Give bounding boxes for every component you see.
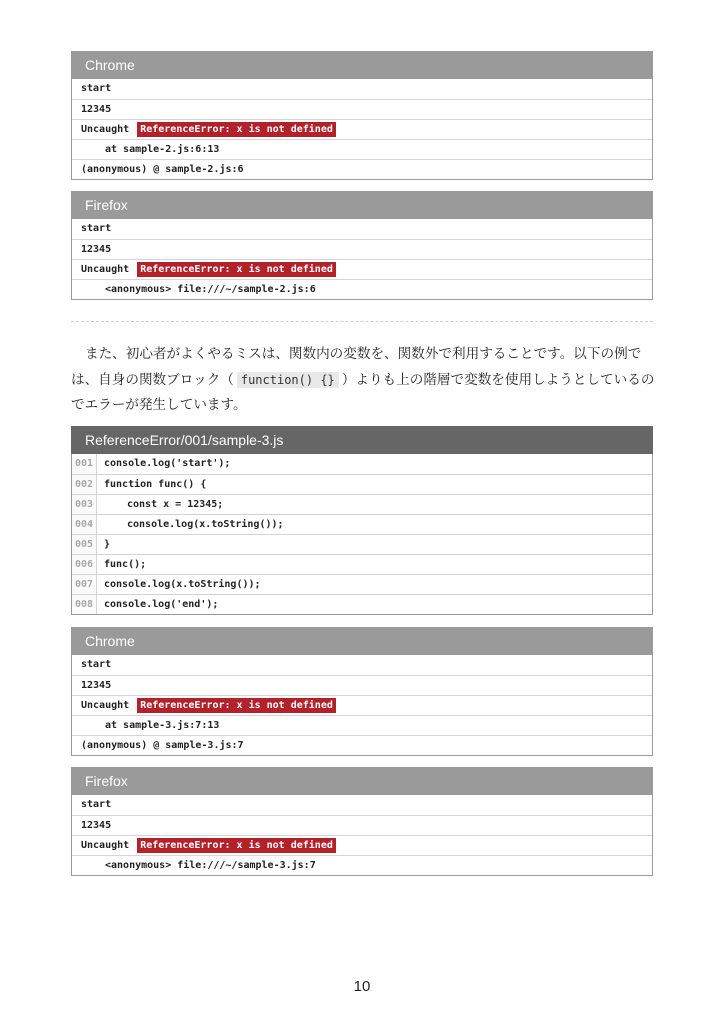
console-line: (anonymous) @ sample-2.js:6 — [72, 159, 652, 179]
body-paragraph — [71, 342, 656, 419]
line-number: 004 — [72, 515, 97, 534]
error-badge: ReferenceError: x is not defined — [137, 838, 336, 853]
line-number: 007 — [72, 575, 97, 594]
console-line: 12345 — [72, 239, 652, 259]
inline-code: function() {} — [237, 372, 339, 388]
chrome-console-output-1 — [71, 51, 653, 180]
console-error-line — [72, 695, 652, 715]
code-line — [72, 574, 652, 594]
code-line — [72, 594, 652, 614]
console-header: Chrome — [71, 627, 653, 655]
console-error-line — [72, 835, 652, 855]
firefox-console-output-2 — [71, 767, 653, 876]
page-number: 10 — [353, 978, 371, 995]
error-badge: ReferenceError: x is not defined — [137, 262, 336, 277]
section-divider — [71, 321, 653, 322]
console-line: at sample-2.js:6:13 — [72, 139, 652, 159]
line-number: 003 — [72, 495, 97, 514]
error-badge: ReferenceError: x is not defined — [137, 122, 336, 137]
error-badge: ReferenceError: x is not defined — [137, 698, 336, 713]
code-text: function func() { — [104, 479, 207, 490]
uncaught-label: Uncaught — [81, 124, 130, 135]
code-text: console.log('end'); — [104, 599, 219, 610]
code-line — [72, 554, 652, 574]
console-header: Chrome — [71, 51, 653, 79]
console-line: start — [81, 659, 112, 670]
code-file-title: ReferenceError/001/sample-3.js — [71, 426, 653, 454]
uncaught-label: Uncaught — [81, 840, 130, 851]
code-text: console.log('start'); — [104, 458, 231, 469]
console-header: Firefox — [71, 767, 653, 795]
line-number: 005 — [72, 535, 97, 554]
line-number: 008 — [72, 595, 97, 614]
console-line: 12345 — [72, 675, 652, 695]
code-line — [72, 494, 652, 514]
console-line: 12345 — [72, 815, 652, 835]
console-line: start — [81, 223, 112, 234]
console-line: <anonymous> file:///~/sample-2.js:6 — [72, 279, 652, 299]
chrome-console-output-2 — [71, 627, 653, 756]
code-listing — [71, 426, 653, 615]
line-number: 001 — [72, 454, 97, 474]
paragraph-text-after: ）よりも上の階層で変数を使用しようとしているのでエラーが発生しています。 — [71, 371, 655, 413]
console-line: at sample-3.js:7:13 — [72, 715, 652, 735]
uncaught-label: Uncaught — [81, 264, 130, 275]
console-line: start — [81, 799, 112, 810]
code-text: } — [104, 539, 111, 550]
code-text: func(); — [104, 559, 147, 570]
console-line: 12345 — [72, 99, 652, 119]
uncaught-label: Uncaught — [81, 700, 130, 711]
code-text: const x = 12345; — [127, 499, 224, 510]
firefox-console-output-1 — [71, 191, 653, 300]
console-line: (anonymous) @ sample-3.js:7 — [72, 735, 652, 755]
code-line — [72, 514, 652, 534]
console-line: <anonymous> file:///~/sample-3.js:7 — [72, 855, 652, 875]
code-text: console.log(x.toString()); — [127, 519, 284, 530]
code-line — [72, 454, 652, 474]
line-number: 002 — [72, 475, 97, 494]
console-line: start — [81, 83, 112, 94]
console-error-line — [72, 259, 652, 279]
code-text: console.log(x.toString()); — [104, 579, 261, 590]
console-error-line — [72, 119, 652, 139]
console-header: Firefox — [71, 191, 653, 219]
paragraph-text-before: また、初心者がよくやるミスは、関数内の変数を、関数外で利用することです。以下の例では、自身の関数ブロック（ — [71, 346, 642, 388]
code-line — [72, 474, 652, 494]
code-line — [72, 534, 652, 554]
line-number: 006 — [72, 555, 97, 574]
